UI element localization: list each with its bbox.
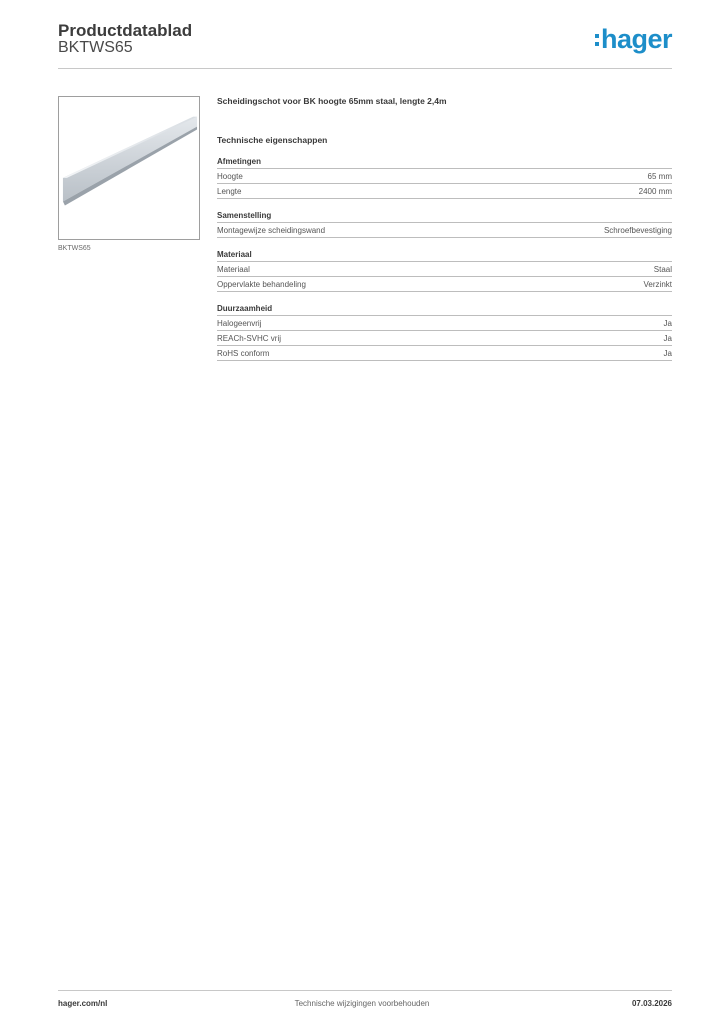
property-label: REACh-SVHC vrij <box>217 334 282 343</box>
property-value: Staal <box>653 265 672 274</box>
group-title: Materiaal <box>217 250 672 262</box>
image-caption: BKTWS65 <box>58 245 91 252</box>
section-heading: Technische eigenschappen <box>217 135 328 145</box>
property-value: Schroefbevestiging <box>603 226 672 235</box>
hager-logo-dots-icon <box>595 34 599 46</box>
property-label: Oppervlakte behandeling <box>217 280 306 289</box>
group-title: Duurzaamheid <box>217 304 672 316</box>
group-materiaal <box>217 250 672 292</box>
group-duurzaamheid <box>217 304 672 361</box>
property-row <box>217 184 672 199</box>
footer-website-link[interactable]: hager.com/nl <box>58 999 108 1008</box>
property-label: Materiaal <box>217 265 250 274</box>
product-code: BKTWS65 <box>58 39 133 56</box>
property-value: 65 mm <box>647 172 672 181</box>
property-row <box>217 316 672 331</box>
property-value: Ja <box>663 349 672 358</box>
brand-logo <box>595 26 672 53</box>
group-afmetingen <box>217 157 672 199</box>
property-row <box>217 169 672 184</box>
properties-column <box>217 96 672 361</box>
group-samenstelling <box>217 211 672 238</box>
property-value: Ja <box>663 319 672 328</box>
product-image <box>58 96 200 240</box>
group-title: Samenstelling <box>217 211 672 223</box>
property-row <box>217 223 672 238</box>
footer-disclaimer: Technische wijzigingen voorbehouden <box>294 999 430 1008</box>
footer-divider <box>58 990 672 991</box>
page-title: Productdatablad <box>58 21 193 40</box>
logo-text: hager <box>600 24 672 54</box>
property-value: Ja <box>663 334 672 343</box>
product-description: Scheidingschot voor BK hoogte 65mm staal, lengte 2,4m <box>217 96 447 106</box>
property-label: RoHS conform <box>217 349 270 358</box>
property-label: Halogeenvrij <box>217 319 262 328</box>
property-label: Montagewijze scheidingswand <box>217 226 326 235</box>
footer-date: 07.03.2026 <box>631 999 672 1008</box>
property-label: Hoogte <box>217 172 243 181</box>
header-divider <box>58 68 672 69</box>
property-label: Lengte <box>217 187 242 196</box>
property-value: 2400 mm <box>638 187 672 196</box>
property-row <box>217 277 672 292</box>
group-title: Afmetingen <box>217 157 672 169</box>
property-row <box>217 331 672 346</box>
property-row <box>217 262 672 277</box>
property-value: Verzinkt <box>643 280 672 289</box>
property-row <box>217 346 672 361</box>
